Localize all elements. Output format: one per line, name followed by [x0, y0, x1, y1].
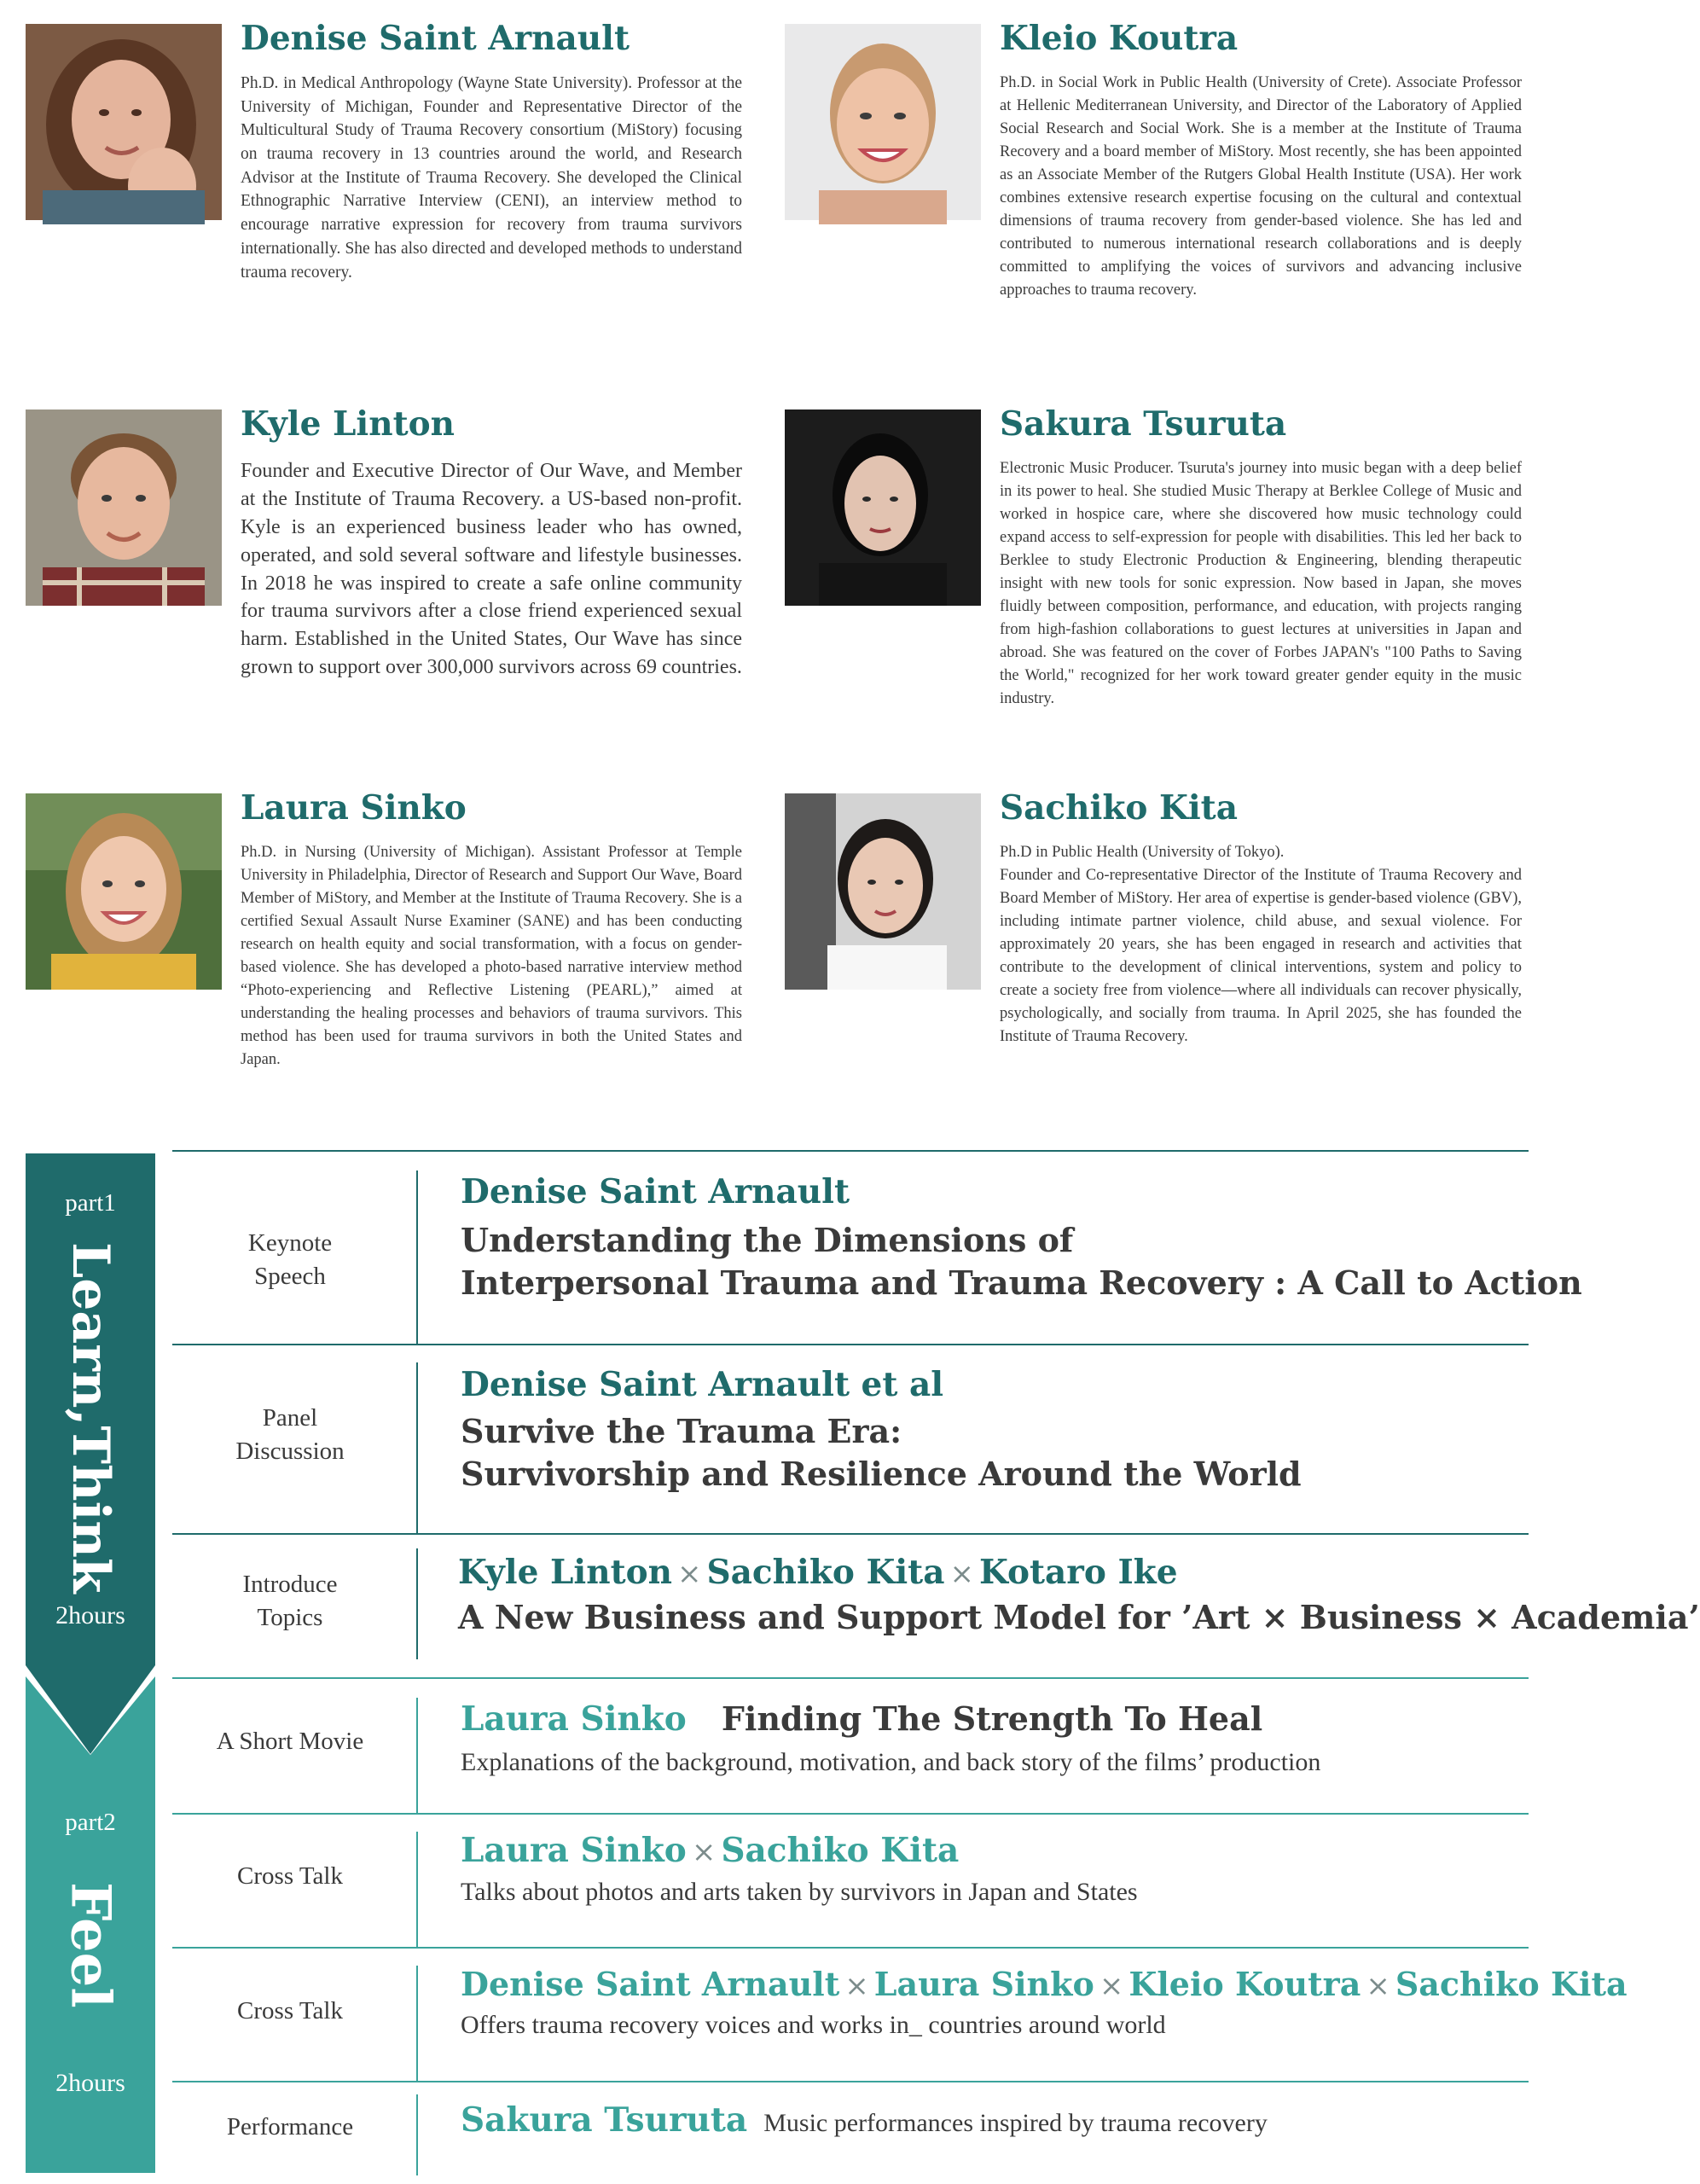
part2-hours: 2hours — [55, 2069, 125, 2097]
row-speaker: Denise Saint Arnault — [461, 1172, 850, 1211]
part2-label: part2 — [65, 1809, 116, 1836]
column-divider — [416, 2094, 418, 2175]
speaker-bio: Ph.D. in Nursing (University of Michigan). Assistant Professor at Temple University in Philadelphia, Director of Research and Support Our Wave, Board Member of MiStory, and Member at the Institute of Trauma Recovery. She is a certified Sexual Assault Nurse Examiner (SANE) and has been conducting research on health equity and social transformation, with a focus on gender-based violence. She has developed a photo-based narrative interview method “Photo-experiencing and Reflective Listening (PEARL),” aimed at understanding the healing processes and behaviors of trauma survivors. This method has been used for trauma survivors in both the United States and Japan. — [241, 844, 742, 1068]
row-title-line1: A New Business and Support Model for ’Art × Business × Academia’ — [458, 1597, 1700, 1636]
portrait-kleio-photo — [785, 24, 981, 220]
row-title-line2: Interpersonal Trauma and Trauma Recovery : A Call to Action — [461, 1263, 1582, 1303]
row-label-introduce: Introduce Topics — [242, 1571, 338, 1632]
divider — [172, 1533, 1529, 1535]
part2-title: Feel — [58, 1882, 123, 2008]
row-description: Offers trauma recovery voices and works in_ countries around world — [461, 2010, 1166, 2039]
row-speakers — [458, 1553, 1524, 1593]
divider — [172, 1344, 1529, 1345]
row-label-crosstalk-2: Cross Talk — [237, 1997, 343, 2024]
speaker: Laura Sinko — [873, 1965, 1094, 2003]
row-movie — [461, 1698, 1527, 1777]
row-keynote — [461, 1172, 1582, 1305]
speaker: Laura Sinko — [461, 1831, 687, 1870]
row-speaker: Laura Sinko — [461, 1699, 687, 1739]
divider — [172, 1813, 1529, 1815]
column-divider — [416, 1966, 418, 2081]
speaker-name: Kleio Koutra — [1000, 19, 1239, 58]
column-divider — [416, 1832, 418, 1947]
divider — [172, 1947, 1529, 1949]
divider — [172, 2081, 1529, 2082]
portrait-kyle-photo — [26, 410, 222, 606]
row-performance — [461, 2100, 1527, 2140]
times-separator: × — [844, 1969, 869, 2003]
column-divider — [416, 1362, 418, 1533]
row-label-keynote: Keynote Speech — [247, 1229, 333, 1291]
portrait-laura-photo — [26, 793, 222, 990]
speaker: Kotaro Ike — [978, 1553, 1178, 1592]
speaker: Kyle Linton — [458, 1553, 672, 1592]
row-panel — [461, 1365, 1527, 1496]
speaker-bio: Founder and Co-representative Director of the Institute of Trauma Recovery and Board Member of MiStory. Her area of expertise is gender-based violence (GBV), including intimate partner violence, child abuse, and sexual violence. For approximately 20 years, she has been engaged in research and activities that contribute to the development of clinical interventions, system and policy to create a society free from violence—where all individuals can recover physically, psychologically, and socially from trauma. In April 2025, she has founded the Institute of Trauma Recovery. — [1000, 867, 1522, 1045]
column-divider — [416, 1170, 418, 1344]
speaker-name: Kyle Linton — [241, 404, 455, 444]
row-description: Talks about photos and arts taken by survivors in Japan and States — [461, 1877, 1138, 1906]
times-separator: × — [1366, 1969, 1390, 2003]
portrait-sachiko-photo — [785, 793, 981, 990]
row-speakers — [461, 1831, 1527, 1871]
speaker: Sachiko Kita — [721, 1831, 960, 1870]
speaker-bio-degree: Ph.D in Public Health (University of Tokyo). — [1000, 844, 1285, 861]
row-description: Music performances inspired by trauma recovery — [763, 2109, 1268, 2137]
speaker-name: Sachiko Kita — [1000, 788, 1238, 828]
speaker-bio: Founder and Executive Director of Our Wave, and Member at the Institute of Trauma Recovery. a US-based non-profit. Kyle is an experienced business leader who has owned, operated, and sold several software and lifestyle businesses. In 2018 he was inspired to create a safe online community for trauma survivors after a close friend experienced sexual harm. Established in the United States, Our Wave has since grown to support over 300,000 survivors across 69 countries. — [241, 460, 742, 679]
column-divider — [416, 1548, 418, 1659]
row-title-line1: Understanding the Dimensions of — [461, 1220, 1074, 1259]
speaker-bio: Electronic Music Producer. Tsuruta's journey into music began with a deep belief in its power to heal. She studied Music Therapy at Berklee College of Music and worked in hospice care, where she discovered how music technology could expand access to self-expression for people with disabilities. This led her back to Berklee to study Electronic Production & Engineering, blending therapeutic insight with new tools for sonic expression. Now based in Japan, she moves fluidly between composition, performance, and education, with projects ranging from high-fashion collaborations to guest lectures at universities in Japan and abroad. She was featured on the cover of Forbes JAPAN's "100 Paths to Saving the World," recognized for her work toward greater gender equity in the music industry. — [1000, 460, 1522, 707]
times-separator: × — [1099, 1969, 1124, 2003]
column-divider — [416, 1698, 418, 1813]
part2-sidebar — [26, 1676, 155, 2173]
speaker: Sachiko Kita — [706, 1553, 945, 1592]
portrait-denise-photo — [26, 24, 222, 220]
row-introduce — [458, 1553, 1700, 1639]
speaker-bio: Ph.D. in Social Work in Public Health (University of Crete). Associate Professor at Hellenic Mediterranean University, and Director of the Laboratory of Applied Social Research and Social Work. She is a member at the Institute of Trauma Recovery and a board member of MiStory. Most recently, she has been appointed as an Associate Member of the Rutgers Global Health Institute (USA). Her work combines extensive research expertise focusing on the cultural and contextual dimensions of trauma recovery from gender-based violence. She has led and contributed to numerous international research collaborations and is deeply committed to amplifying the voices of survivors and advancing inclusive approaches to trauma recovery. — [1000, 74, 1522, 299]
row-title-line1: Survive the Trauma Era: — [461, 1411, 902, 1450]
divider — [172, 1150, 1529, 1152]
row-label-movie: A Short Movie — [216, 1728, 364, 1755]
times-separator: × — [691, 1835, 717, 1869]
speaker: Sachiko Kita — [1395, 1965, 1627, 2003]
part1-title: Learn,Think — [61, 1242, 120, 1594]
row-speakers — [461, 1965, 1627, 2004]
part1-label: part1 — [65, 1189, 116, 1217]
part1-sidebar — [26, 1153, 155, 1754]
part1-hours: 2hours — [55, 1601, 125, 1629]
row-crosstalk-2 — [461, 1965, 1627, 2040]
row-title-line2: Survivorship and Resilience Around the World — [461, 1455, 1302, 1494]
row-title: Finding The Strength To Heal — [721, 1699, 1263, 1738]
row-crosstalk-1 — [461, 1831, 1527, 1907]
times-separator: × — [677, 1557, 702, 1591]
speaker-name: Sakura Tsuruta — [1000, 404, 1287, 444]
speaker: Denise Saint Arnault — [461, 1965, 840, 2003]
times-separator: × — [949, 1557, 974, 1591]
row-speaker: Denise Saint Arnault et al — [461, 1365, 944, 1404]
speaker-name: Denise Saint Arnault — [241, 19, 630, 58]
speaker: Kleio Koutra — [1128, 1965, 1361, 2003]
portrait-sakura-photo — [785, 410, 981, 606]
row-label-panel: Panel Discussion — [235, 1404, 345, 1466]
row-label-crosstalk-1: Cross Talk — [237, 1862, 343, 1890]
row-label-performance: Performance — [226, 2113, 354, 2140]
speaker-name: Laura Sinko — [241, 788, 467, 828]
divider — [172, 1677, 1529, 1679]
row-speaker: Sakura Tsuruta — [461, 2100, 748, 2140]
row-description: Explanations of the background, motivation, and back story of the films’ production — [461, 1747, 1321, 1776]
speaker-bio: Ph.D. in Medical Anthropology (Wayne State University). Professor at the University of Michigan, Founder and Representative Director of the Multicultural Study of Trauma Recovery consortium (MiStory) focusing on trauma recovery in 13 countries around the world, and Research Advisor at the Institute of Trauma Recovery. She developed the Clinical Ethnographic Narrative Interview (CENI), an interview method to encourage narrative expression for recovery from trauma survivors internationally. She has also directed and developed methods to understand trauma recovery. — [241, 74, 742, 282]
